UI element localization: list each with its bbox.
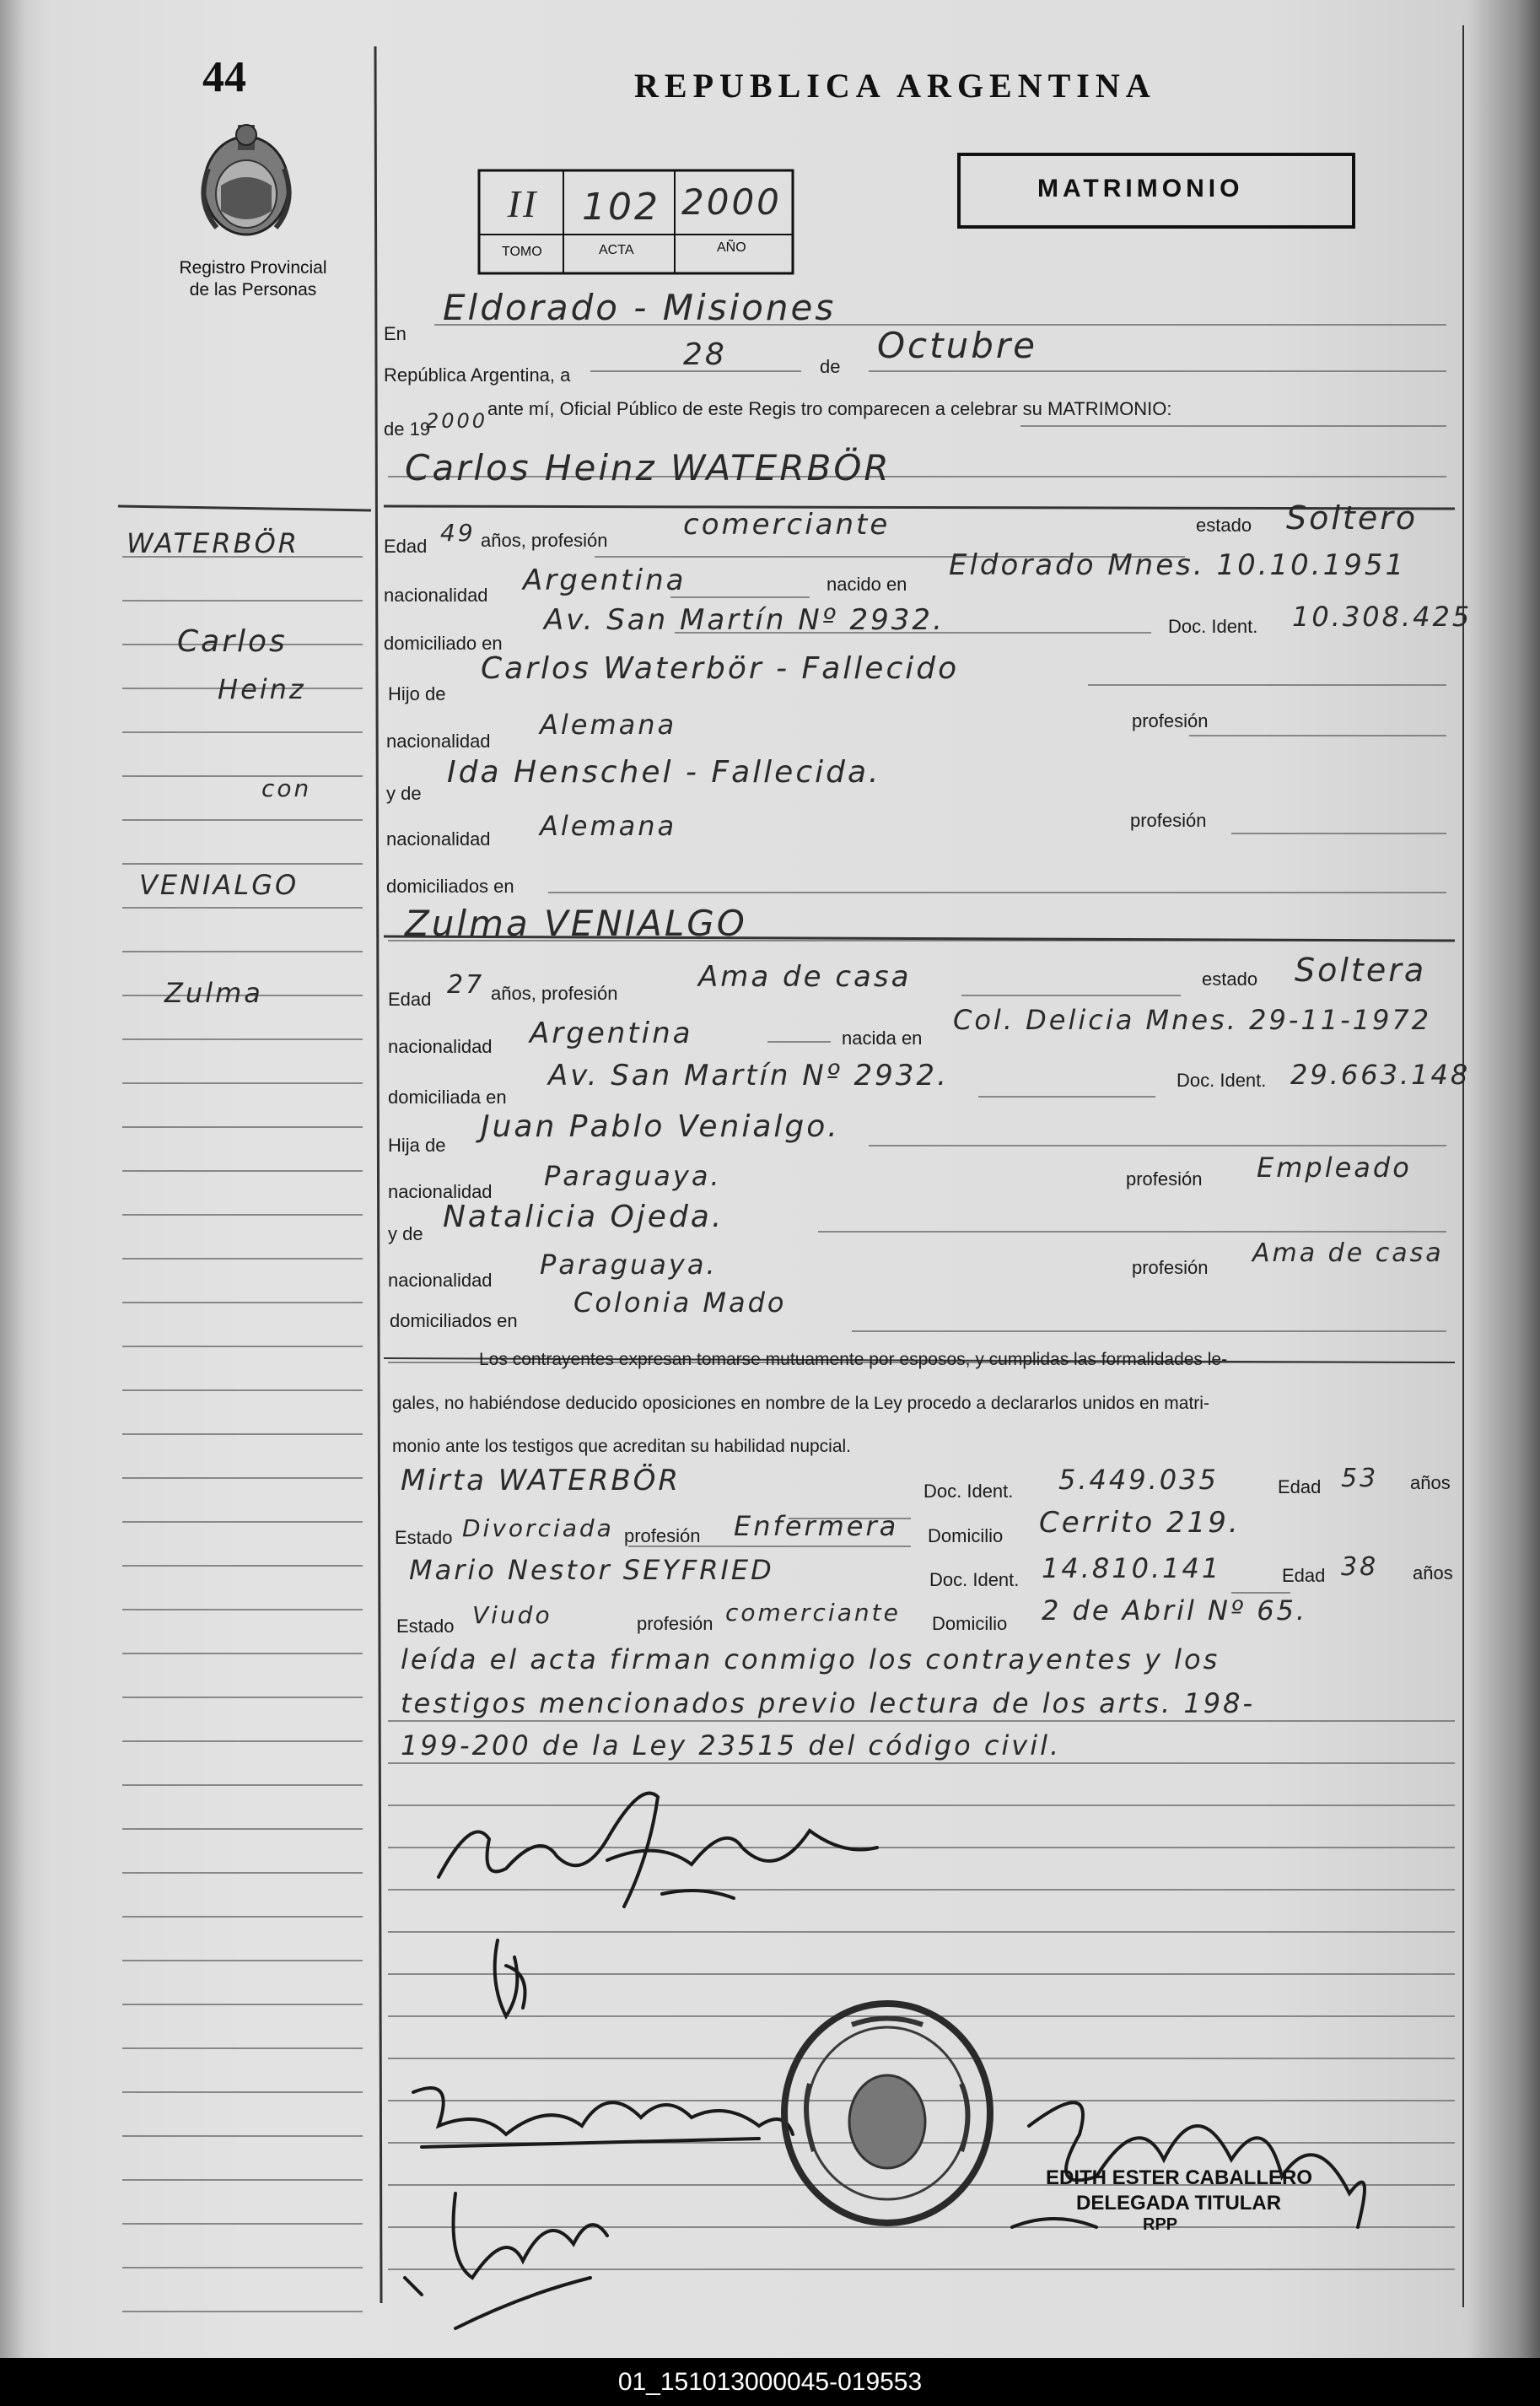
- en-label: En: [384, 323, 407, 344]
- groom-father-value: Carlos Waterbör - Fallecido: [481, 651, 960, 686]
- margin-groom-name1: Carlos: [177, 624, 288, 659]
- bride-father-nac-label: nacionalidad: [388, 1181, 493, 1202]
- country-header: REPUBLICA ARGENTINA: [634, 67, 1156, 105]
- witness2-edad-value: 38: [1341, 1552, 1379, 1582]
- groom-father-nac-value: Alemana: [540, 709, 677, 741]
- groom-nac-label: nacionalidad: [384, 585, 488, 606]
- witness1-edad-value: 53: [1341, 1464, 1379, 1493]
- bride-nacida-label: nacida en: [842, 1028, 923, 1049]
- year-value: 2000: [426, 409, 488, 433]
- file-id-footer: 01_151013000045-019553: [0, 2358, 1540, 2406]
- registry-line1: Registro Provincial: [179, 258, 327, 278]
- witness2-prof-value: comerciante: [725, 1599, 901, 1626]
- groom-anos-prof-label: años, profesión: [481, 530, 608, 551]
- bride-father-prof-label: profesión: [1126, 1168, 1203, 1190]
- bride-nac-value: Argentina: [530, 1017, 693, 1050]
- groom-mother-value: Ida Henschel - Fallecida.: [447, 755, 881, 790]
- groom-mother-nac-value: Alemana: [540, 810, 677, 842]
- year-prefix: de 19: [384, 418, 431, 440]
- tomo-label: TOMO: [502, 245, 542, 259]
- closing-line1: leída el acta firman conmigo los contrayentes y los: [401, 1643, 1220, 1675]
- bride-hija-label: Hija de: [388, 1135, 446, 1156]
- officer-stamp-office: RPP: [1143, 2215, 1178, 2234]
- bride-mother-nac-label: nacionalidad: [388, 1270, 493, 1291]
- groom-father-prof-label: profesión: [1132, 710, 1209, 731]
- acta-value: 102: [582, 186, 660, 229]
- margin-groom-surname: WATERBÖR: [127, 527, 299, 559]
- bride-nacida-value: Col. Delicia Mnes. 29-11-1972: [953, 1004, 1432, 1036]
- witness2-doc-value: 14.810.141: [1042, 1552, 1222, 1584]
- witness1-doc-label: Doc. Ident.: [923, 1481, 1014, 1502]
- bride-edad-value: 27: [447, 970, 485, 1000]
- acta-label: ACTA: [599, 243, 634, 257]
- witness1-dom-value: Cerrito 219.: [1039, 1506, 1241, 1540]
- witness1-estado-label: Estado: [395, 1527, 453, 1548]
- bride-domiciliados-value: Colonia Mado: [573, 1287, 787, 1319]
- margin-conjunction: con: [261, 774, 312, 802]
- ano-value: 2000: [681, 181, 782, 223]
- officer-stamp-name: EDITH ESTER CABALLERO: [1046, 2166, 1313, 2189]
- bride-nac-label: nacionalidad: [388, 1036, 493, 1057]
- page-number: 44: [202, 53, 246, 101]
- witness2-edad-label: Edad: [1282, 1565, 1326, 1586]
- officer-stamp-title: DELEGADA TITULAR: [1076, 2192, 1282, 2214]
- ano-label: AÑO: [717, 240, 746, 255]
- bride-domiciliados-label: domiciliados en: [390, 1310, 518, 1331]
- intro-text: ante mí, Oficial Público de este Regis tro comparecen a celebrar su MATRIMONIO:: [487, 398, 1172, 419]
- bride-doc-value: 29.663.148: [1290, 1059, 1471, 1091]
- groom-dom-label: domiciliado en: [384, 633, 503, 654]
- witness2-dom-label: Domicilio: [932, 1613, 1008, 1634]
- groom-edad-label: Edad: [384, 536, 428, 557]
- groom-domiciliados-label: domiciliados en: [386, 876, 514, 897]
- groom-mother-prof-label: profesión: [1130, 810, 1207, 831]
- tomo-value: II: [507, 182, 539, 225]
- bride-estado-label: estado: [1202, 968, 1258, 990]
- groom-doc-value: 10.308.425: [1292, 601, 1473, 633]
- de-label: de: [820, 356, 841, 377]
- groom-dom-value: Av. San Martín Nº 2932.: [544, 603, 945, 637]
- bride-mother-prof-label: profesión: [1132, 1257, 1209, 1278]
- registry-line2: de las Personas: [189, 280, 317, 299]
- groom-yde-label: y de: [386, 783, 422, 804]
- groom-name: Carlos Heinz WATERBÖR: [405, 447, 891, 488]
- groom-nacido-value: Eldorado Mnes. 10.10.1951: [949, 548, 1407, 582]
- groom-estado-value: Soltero: [1286, 499, 1419, 537]
- bride-doc-label: Doc. Ident.: [1177, 1070, 1267, 1091]
- month-value: Octubre: [877, 325, 1038, 366]
- witness1-prof-value: Enfermera: [734, 1510, 899, 1542]
- bride-yde-label: y de: [388, 1223, 423, 1244]
- groom-father-nac-label: nacionalidad: [386, 731, 491, 752]
- groom-doc-label: Doc. Ident.: [1168, 616, 1258, 637]
- bride-mother-value: Natalicia Ojeda.: [443, 1200, 724, 1234]
- bride-father-prof-value: Empleado: [1257, 1152, 1412, 1184]
- witness2-doc-label: Doc. Ident.: [929, 1569, 1020, 1590]
- groom-estado-label: estado: [1196, 515, 1252, 536]
- official-seal: [784, 2004, 990, 2223]
- bride-anos-prof-label: años, profesión: [491, 983, 618, 1004]
- bride-mother-nac-value: Paraguaya.: [540, 1249, 718, 1281]
- bride-mother-prof-value: Ama de casa: [1252, 1238, 1444, 1268]
- witness2-anos-label: años: [1413, 1562, 1453, 1583]
- republic-label: República Argentina, a: [384, 364, 571, 386]
- declaration-line3: monio ante los testigos que acreditan su habilidad nupcial.: [392, 1437, 852, 1456]
- witness2-name: Mario Nestor SEYFRIED: [409, 1554, 774, 1586]
- day-value: 28: [683, 337, 727, 372]
- groom-hijo-label: Hijo de: [388, 683, 446, 704]
- bride-edad-label: Edad: [388, 989, 432, 1010]
- witness1-prof-label: profesión: [624, 1525, 701, 1546]
- declaration-line2: gales, no habiéndose deducido oposiciones en nombre de la Ley procedo a declararlos unidos en matri-: [392, 1394, 1209, 1413]
- bride-dom-value: Av. San Martín Nº 2932.: [548, 1059, 949, 1092]
- groom-edad-value: 49: [440, 519, 476, 547]
- bride-estado-value: Soltera: [1295, 952, 1427, 989]
- witness1-name: Mirta WATERBÖR: [401, 1464, 681, 1497]
- bride-father-nac-value: Paraguaya.: [544, 1160, 722, 1192]
- bride-dom-label: domiciliada en: [388, 1087, 507, 1108]
- witness2-estado-label: Estado: [396, 1616, 455, 1637]
- witness1-estado-value: Divorciada: [462, 1514, 614, 1542]
- groom-nac-value: Argentina: [523, 564, 687, 597]
- witness2-dom-value: 2 de Abril Nº 65.: [1042, 1594, 1308, 1626]
- place-value: Eldorado - Misiones: [443, 287, 837, 328]
- groom-profesion-value: comerciante: [683, 508, 891, 542]
- closing-line3: 199-200 de la Ley 23515 del código civil.: [401, 1729, 1062, 1761]
- witness1-doc-value: 5.449.035: [1058, 1464, 1219, 1496]
- closing-line2: testigos mencionados previo lectura de los arts. 198-: [401, 1687, 1256, 1719]
- margin-groom-name2: Heinz: [218, 673, 306, 705]
- declaration-line1: Los contrayentes expresan tomarse mutuamente por esposos, y cumplidas las formalidades le-: [479, 1350, 1228, 1369]
- margin-bride-name: Zulma: [164, 977, 263, 1009]
- witness2-estado-value: Viudo: [472, 1601, 552, 1629]
- witness1-anos-label: años: [1410, 1472, 1451, 1493]
- document-type: MATRIMONIO: [1037, 175, 1244, 202]
- witness2-prof-label: profesión: [637, 1613, 713, 1634]
- bride-name: Zulma VENIALGO: [405, 903, 747, 944]
- groom-nacido-label: nacido en: [827, 574, 907, 595]
- witness1-dom-label: Domicilio: [928, 1525, 1004, 1546]
- margin-bride-surname: VENIALGO: [139, 869, 299, 901]
- groom-mother-nac-label: nacionalidad: [386, 828, 491, 850]
- bride-father-value: Juan Pablo Venialgo.: [481, 1109, 840, 1144]
- bride-profesion-value: Ama de casa: [698, 960, 912, 994]
- witness1-edad-label: Edad: [1278, 1476, 1322, 1497]
